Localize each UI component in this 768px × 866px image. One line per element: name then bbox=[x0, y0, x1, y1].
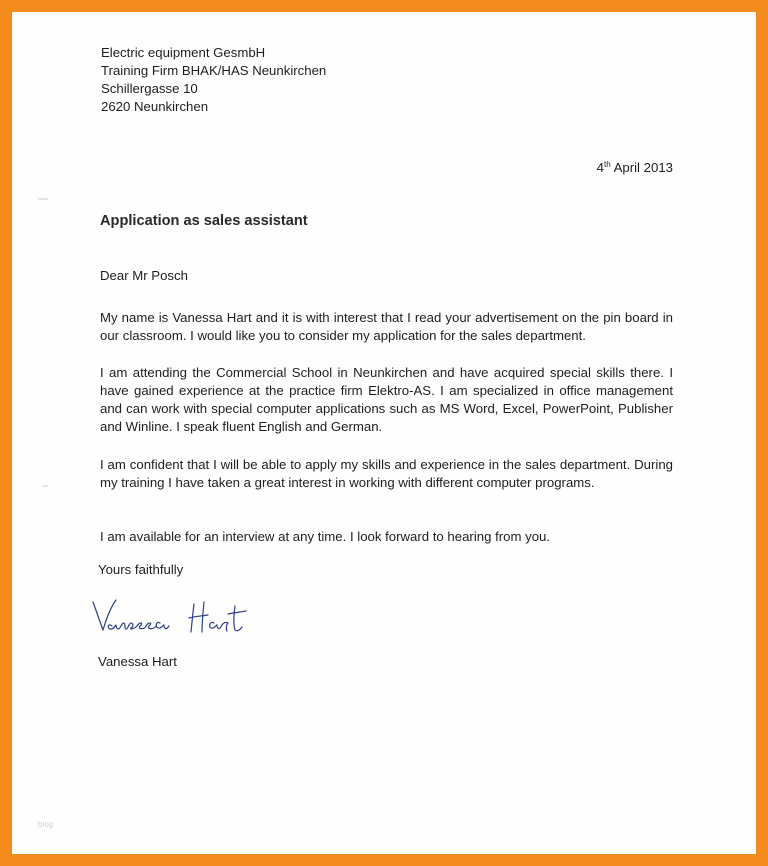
sender-division: Training Firm BHAK/HAS Neunkirchen bbox=[101, 63, 327, 78]
salutation: Dear Mr Posch bbox=[100, 268, 188, 283]
sender-street: Schillergasse 10 bbox=[101, 81, 198, 96]
letter-page bbox=[12, 12, 756, 854]
date-day: 4 bbox=[596, 160, 604, 175]
date-month-year: April 2013 bbox=[613, 160, 673, 175]
sender-company: Electric equipment GesmbH bbox=[101, 45, 266, 60]
scan-speck bbox=[38, 198, 48, 200]
date-ordinal-suffix: th bbox=[604, 160, 611, 169]
body-paragraph-2: I am attending the Commercial School in Neunkirchen and have acquired special skills there. I have gained experience at the practice firm Elektro-AS. I am specialized in office management and can work with special computer applications such as MS Word, Excel, PowerPoint, Publisher and Winline. I speak fluent English and German. bbox=[100, 365, 673, 434]
letter-date bbox=[597, 159, 673, 177]
closing: Yours faithfully bbox=[98, 562, 184, 577]
signer-name: Vanessa Hart bbox=[98, 654, 177, 669]
scan-speck bbox=[42, 485, 48, 487]
body-paragraph-1: My name is Vanessa Hart and it is with interest that I read your advertisement on the pin board in our classroom. I would like you to consider my application for the sales department. bbox=[100, 310, 673, 343]
letter-subject: Application as sales assistant bbox=[100, 213, 308, 229]
body-paragraph-3: I am confident that I will be able to apply my skills and experience in the sales department. During my training I have taken a great interest in working with different computer programs. bbox=[100, 457, 673, 490]
sender-address bbox=[101, 44, 326, 116]
signature-drawing bbox=[90, 596, 260, 640]
sender-city: 2620 Neunkirchen bbox=[101, 99, 209, 114]
watermark: blog bbox=[38, 820, 54, 829]
body-paragraph-4: I am available for an interview at any time. I look forward to hearing from you. bbox=[100, 529, 551, 544]
handwritten-signature bbox=[90, 596, 260, 640]
